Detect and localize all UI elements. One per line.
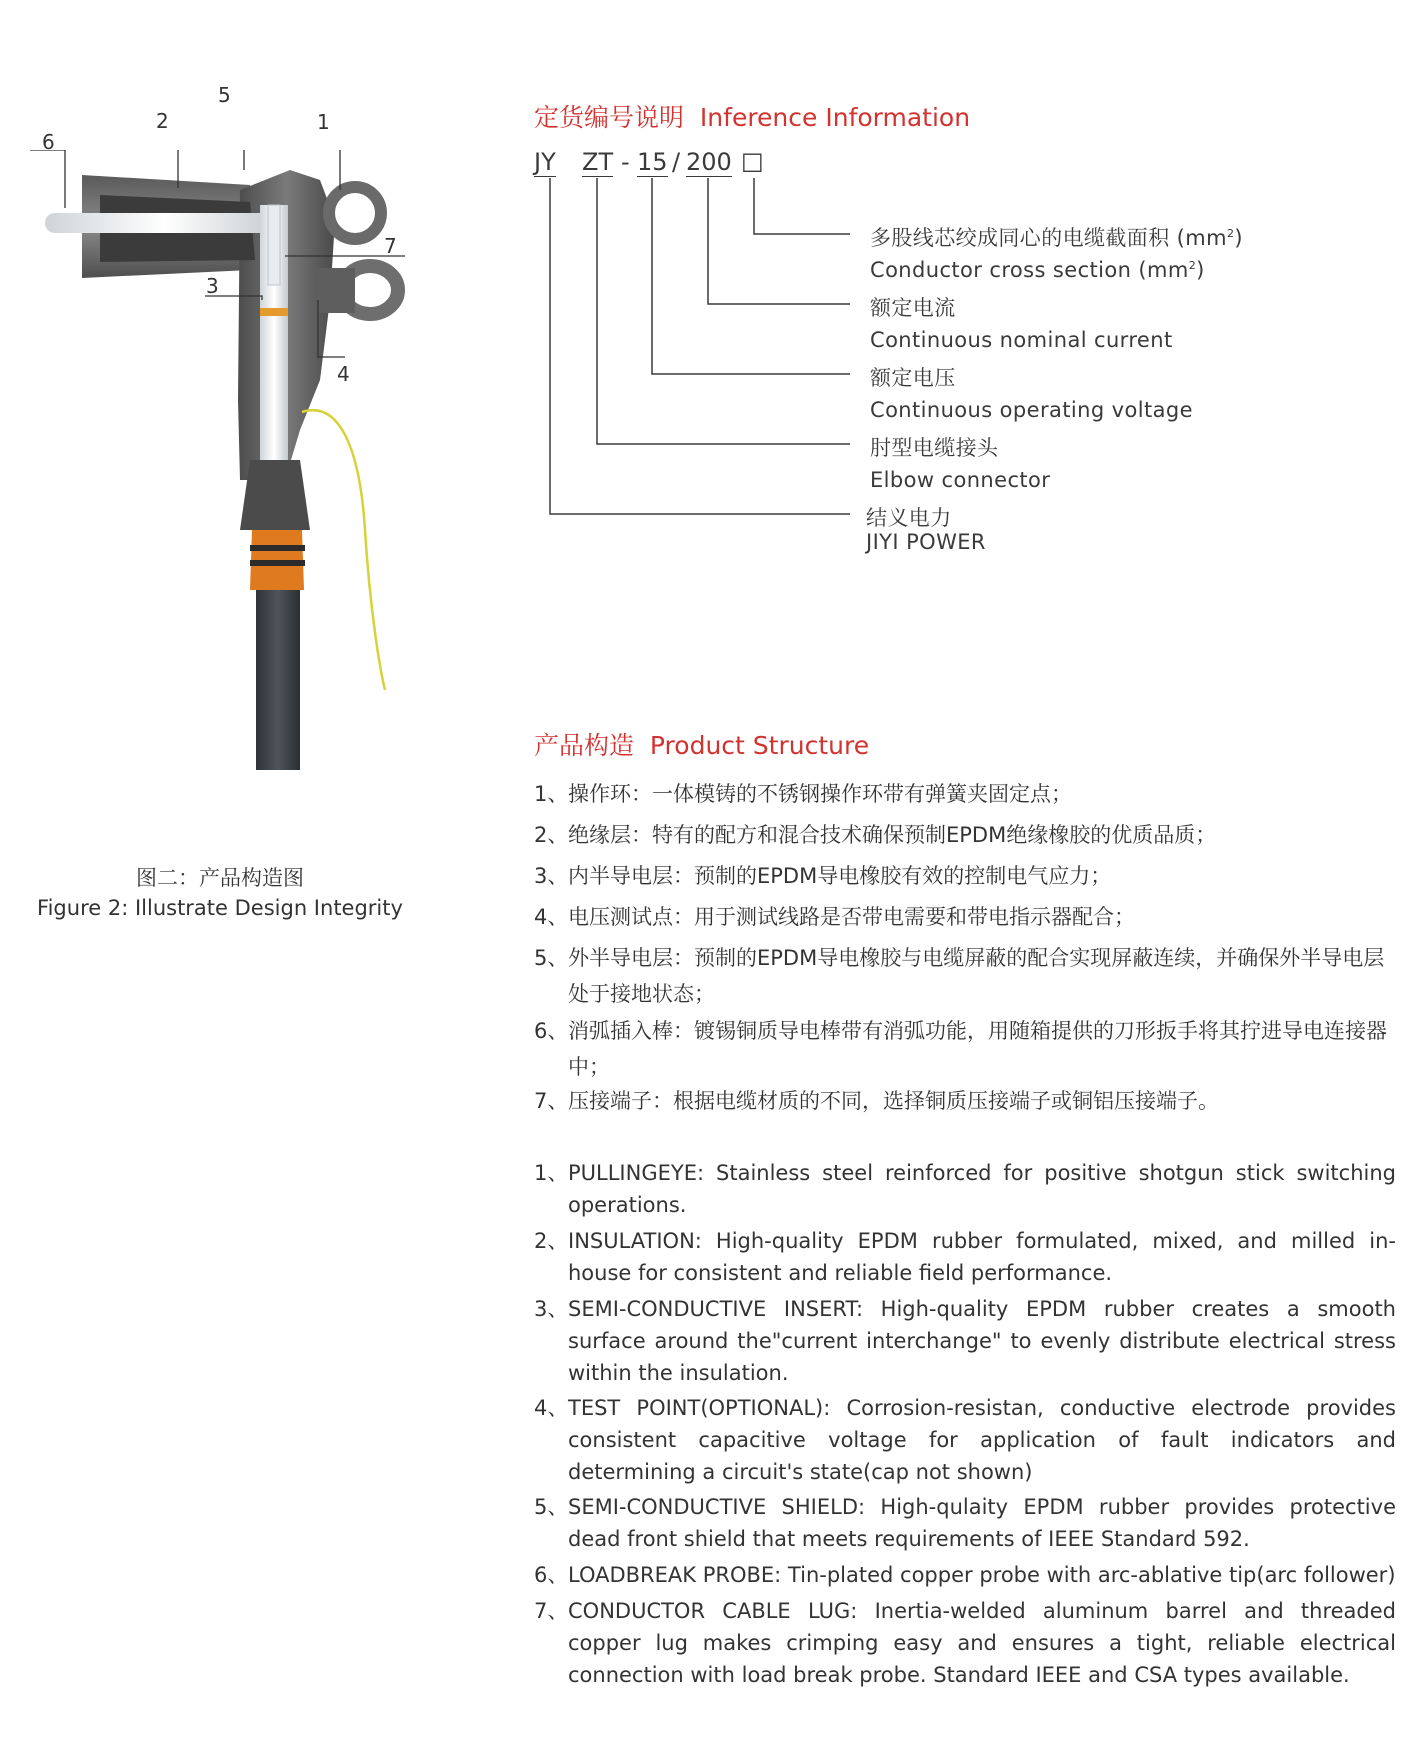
callout-4: 4 [337, 362, 350, 386]
product-illustration [0, 83, 450, 770]
code-dash: - [621, 148, 630, 176]
callout-3: 3 [206, 274, 219, 298]
structure-title [534, 726, 869, 762]
list-item: 7、 CONDUCTOR CABLE LUG: Inertia-welded aluminum barrel and threaded copper lug makes crimping easy and ensures a tight, reliable electrical connection with load break probe. Standard IEEE and CSA types available. [534, 1599, 1396, 1687]
figure-caption-en: Figure 2: Illustrate Design Integrity [37, 896, 403, 920]
callout-1: 1 [317, 110, 330, 134]
callout-2: 2 [156, 109, 169, 133]
entry-elbow-cn: 肘型电缆接头 [870, 436, 999, 460]
code-jy: JY [534, 148, 556, 176]
list-item: 4、 电压测试点：用于测试线路是否带电需要和带电指示器配合； [534, 905, 1135, 929]
entry-voltage-cn: 额定电压 [870, 366, 956, 390]
code-200: 200 [686, 148, 732, 176]
list-item: 2、 INSULATION: High-quality EPDM rubber formulated, mixed, and milled in-house for consistent and reliable field performance. [534, 1229, 1396, 1285]
cable [256, 590, 300, 770]
list-item: 6、 消弧插入棒：镀锡铜质导电棒带有消弧功能，用随箱提供的刀形扳手将其拧进导电连接器中； [534, 1019, 1387, 1079]
entry-voltage-en: Continuous operating voltage [870, 398, 1193, 422]
code-zt: ZT [582, 148, 614, 176]
structure-title-en: Product Structure [649, 731, 870, 760]
lower-taper [240, 460, 310, 530]
callout-7: 7 [384, 234, 397, 258]
code-slash: / [672, 148, 681, 176]
list-item: 6、 LOADBREAK PROBE: Tin-plated copper probe with arc-ablative tip(arc follower) [534, 1563, 1396, 1587]
lug-band [260, 308, 288, 316]
list-item: 3、 内半导电层：预制的EPDM导电橡胶有效的控制电气应力； [534, 864, 1112, 888]
elbow-connector-drawing [0, 150, 450, 770]
adapter-stripe-2 [250, 560, 305, 566]
inference-title-en: Inference Information [699, 103, 971, 132]
entry-current-en: Continuous nominal current [870, 328, 1173, 352]
code-box: □ [741, 147, 764, 175]
list-item: 1、 操作环：一体模铸的不锈钢操作环带有弹簧夹固定点； [534, 782, 1072, 806]
inference-title-cn: 定货编号说明 [534, 103, 685, 132]
list-item: 4、 TEST POINT(OPTIONAL): Corrosion-resistan, conductive electrode provides consistent capacitive voltage for application of fault indicators and determining a circuit's state(cap not shown) [534, 1396, 1396, 1484]
entry-brand-en: JIYI POWER [866, 530, 986, 554]
list-item: 7、 压接端子：根据电缆材质的不同，选择铜质压接端子或铜铝压接端子。 [534, 1089, 1219, 1113]
code-15: 15 [637, 148, 668, 176]
list-item: 3、 SEMI-CONDUCTIVE INSERT: High-quality EPDM rubber creates a smooth surface around the"current interchange" to evenly distribute electrical stress within the insulation. [534, 1297, 1396, 1385]
test-point-base [315, 268, 355, 313]
entry-cross-section-cn: 多股线芯绞成同心的电缆截面积 $(mm^2)$ [870, 226, 1243, 250]
figure-caption-cn: 图二：产品构造图 [136, 866, 304, 890]
entry-elbow-en: Elbow connector [870, 468, 1051, 492]
list-item: 5、 外半导电层：预制的EPDM导电橡胶与电缆屏蔽的配合实现屏蔽连续，并确保外半导电层处于接地状态； [534, 946, 1385, 1006]
list-item: 5、 SEMI-CONDUCTIVE SHIELD: High-qulaity EPDM rubber provides protective dead front shield that meets requirements of IEEE Standard 592. [534, 1495, 1396, 1551]
structure-title-cn: 产品构造 [534, 731, 635, 760]
callout-6: 6 [42, 130, 55, 154]
entry-cross-section-en: Conductor cross section $(mm^2)$ [870, 258, 1205, 282]
cable-lug [268, 205, 280, 285]
list-item: 2、 绝缘层：特有的配方和混合技术确保预制EPDM绝缘橡胶的优质品质； [534, 823, 1217, 847]
inference-title [534, 98, 970, 134]
entry-brand-cn: 结义电力 [866, 506, 952, 530]
adapter-stripe-1 [250, 545, 305, 551]
entry-current-cn: 额定电流 [870, 296, 956, 320]
loadbreak-probe [45, 213, 285, 233]
callout-5: 5 [218, 83, 231, 107]
list-item: 1、 PULLINGEYE: Stainless steel reinforced for positive shotgun stick switching operations. [534, 1161, 1396, 1217]
ground-wire [302, 410, 385, 690]
code-connector-lines [530, 178, 860, 518]
pulling-eye [329, 187, 381, 239]
